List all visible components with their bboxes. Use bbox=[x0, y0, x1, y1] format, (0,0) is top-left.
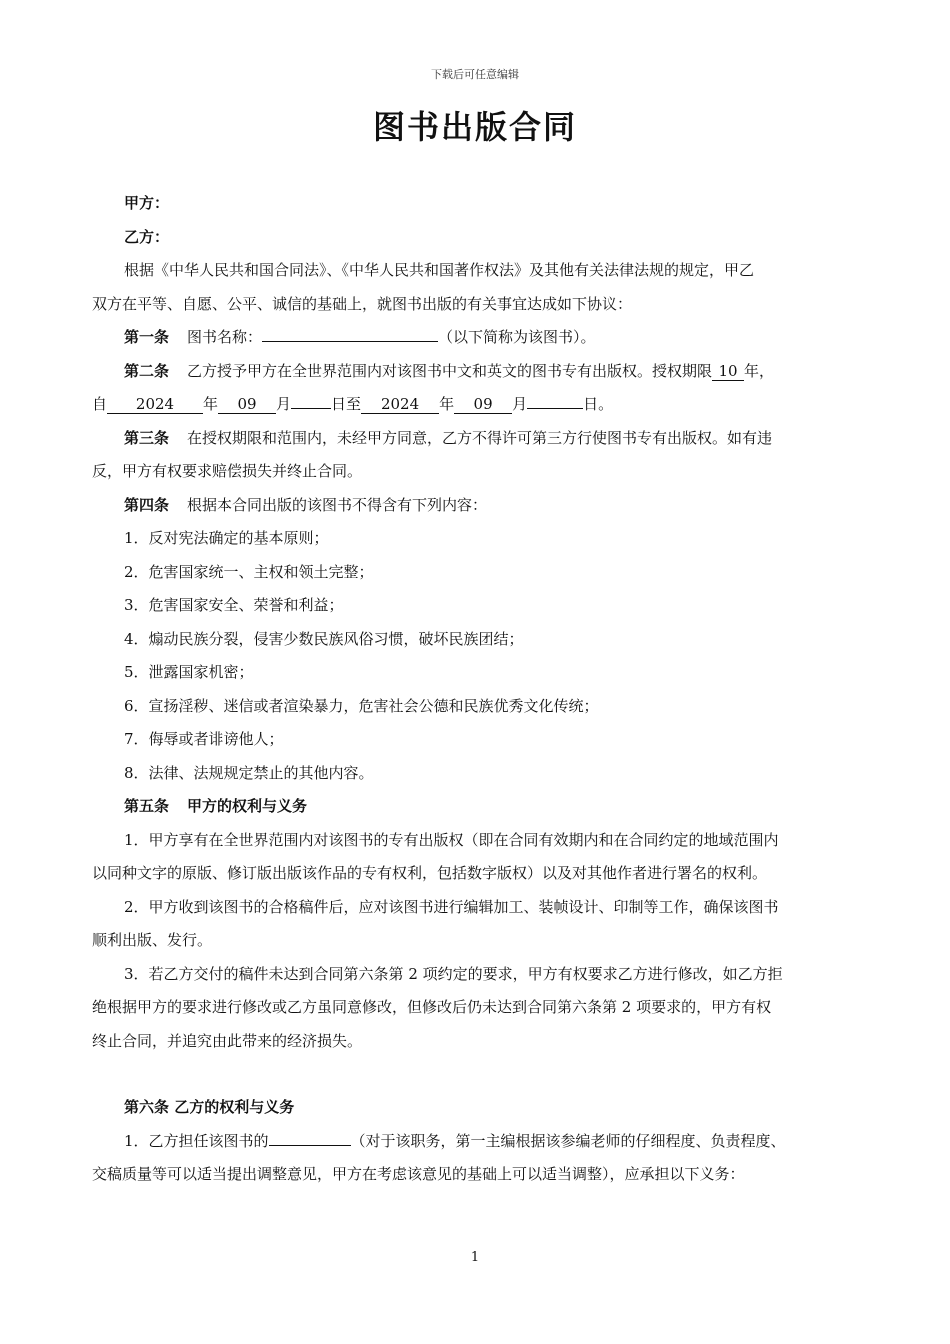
end-month-value: 09 bbox=[454, 396, 512, 414]
list-item: 6．宣扬淫秽、迷信或者渲染暴力，危害社会公德和民族优秀文化传统； bbox=[124, 696, 599, 715]
day-label: 日。 bbox=[583, 395, 614, 413]
page-number: 1 bbox=[470, 1250, 480, 1265]
article-5-p2-line-2: 顺利出版、发行。 bbox=[92, 931, 213, 949]
article-5-p3-line-2: 绝根据甲方的要求进行修改或乙方虽同意修改，但修改后仍未达到合同第六条第 2 项要求的，甲方有权 bbox=[92, 998, 772, 1016]
article-2-text: 乙方授予甲方在全世界范围内对该图书中文和英文的图书专有出版权。授权期限 bbox=[187, 361, 713, 380]
term-years-unit: 年， bbox=[744, 361, 775, 380]
list-item: 4．煽动民族分裂，侵害少数民族风俗习惯，破坏民族团结； bbox=[124, 629, 524, 648]
article-2-line-2 bbox=[92, 388, 852, 422]
list-item: 8．法律、法规规定禁止的其他内容。 bbox=[124, 763, 374, 782]
article-1 bbox=[92, 321, 852, 355]
article-5-p1-line-1: 1．甲方享有在全世界范围内对该图书的专有出版权（即在合同有效期内和在合同约定的地域范围内 bbox=[124, 830, 779, 849]
article-5-subtitle: 甲方的权利与义务 bbox=[187, 797, 308, 815]
article-5-p3-line-1: 3．若乙方交付的稿件未达到合同第六条第 2 项约定的要求，甲方有权要求乙方进行修改，如乙方拒 bbox=[124, 964, 783, 983]
article-1-heading: 第一条 bbox=[124, 328, 170, 346]
article-3-heading: 第三条 bbox=[124, 428, 170, 447]
article-5-heading: 第五条 bbox=[124, 797, 170, 815]
book-name-blank bbox=[262, 324, 438, 342]
role-blank bbox=[269, 1128, 351, 1146]
article-2-heading: 第二条 bbox=[124, 361, 170, 380]
book-name-label: 图书名称： bbox=[187, 328, 263, 346]
article-6-heading: 第六条 乙方的权利与义务 bbox=[124, 1098, 295, 1116]
month-label: 月 bbox=[276, 395, 292, 413]
end-year-value: 2024 bbox=[361, 396, 439, 414]
article-4-text: 根据本合同出版的该图书不得含有下列内容： bbox=[187, 495, 488, 514]
from-label: 自 bbox=[92, 395, 108, 413]
intro-line-2: 双方在平等、自愿、公平、诚信的基础上，就图书出版的有关事宜达成如下协议： bbox=[92, 294, 633, 313]
end-day-blank bbox=[527, 391, 583, 409]
article-3-line-1 bbox=[92, 422, 852, 456]
article-6-p1-prefix: 1．乙方担任该图书的 bbox=[124, 1131, 269, 1150]
list-item: 2．危害国家统一、主权和领土完整； bbox=[124, 562, 374, 581]
article-5-p1-line-2: 以同种文字的原版、修订版出版该作品的专有权利，包括数字版权）以及对其他作者进行署名的权利。 bbox=[92, 864, 768, 882]
start-day-blank bbox=[291, 391, 331, 409]
article-4-line bbox=[92, 489, 852, 523]
article-2-line-1 bbox=[92, 355, 852, 389]
article-6-p1-line-2: 交稿质量等可以适当提出调整意见，甲方在考虑该意见的基础上可以适当调整），应承担以下义务： bbox=[92, 1165, 745, 1183]
header-note: 下载后可任意编辑 bbox=[431, 68, 519, 81]
article-5-heading-line bbox=[92, 790, 852, 824]
list-item: 7．侮辱或者诽谤他人； bbox=[124, 730, 284, 748]
list-item: 1．反对宪法确定的基本原则； bbox=[124, 529, 329, 547]
intro-line-1: 根据《中华人民共和国合同法》、《中华人民共和国著作权法》及其他有关法律法规的规定，甲乙 bbox=[124, 261, 755, 279]
article-5-p3-line-3: 终止合同，并追究由此带来的经济损失。 bbox=[92, 1031, 363, 1050]
document-title: 图书出版合同 bbox=[372, 108, 577, 146]
article-3-line-2: 反，甲方有权要求赔偿损失并终止合同。 bbox=[92, 462, 363, 480]
article-6-p1-line-1 bbox=[92, 1125, 852, 1159]
day-to-label: 日至 bbox=[331, 395, 362, 413]
year-label: 年 bbox=[203, 395, 219, 413]
party-a-label: 甲方： bbox=[124, 194, 170, 212]
article-4-heading: 第四条 bbox=[124, 495, 170, 514]
month-label-2: 月 bbox=[512, 395, 528, 413]
article-3-text-1: 在授权期限和范围内，未经甲方同意，乙方不得许可第三方行使图书专有出版权。如有违 bbox=[187, 428, 773, 447]
year-label-2: 年 bbox=[439, 395, 455, 413]
list-item: 5．泄露国家机密； bbox=[124, 663, 254, 681]
article-6-p1-rest: （对于该职务，第一主编根据该参编老师的仔细程度、负责程度、 bbox=[350, 1131, 786, 1150]
list-item: 3．危害国家安全、荣誉和利益； bbox=[124, 596, 344, 614]
party-b-label: 乙方： bbox=[124, 227, 170, 246]
contract-body bbox=[92, 187, 852, 1192]
term-years-value: 10 bbox=[712, 363, 744, 381]
start-month-value: 09 bbox=[218, 396, 276, 414]
book-name-suffix: （以下简称为该图书）。 bbox=[438, 328, 596, 346]
article-5-p2-line-1: 2．甲方收到该图书的合格稿件后，应对该图书进行编辑加工、装帧设计、印制等工作，确保该图书 bbox=[124, 897, 779, 916]
start-year-value: 2024 bbox=[107, 396, 203, 414]
